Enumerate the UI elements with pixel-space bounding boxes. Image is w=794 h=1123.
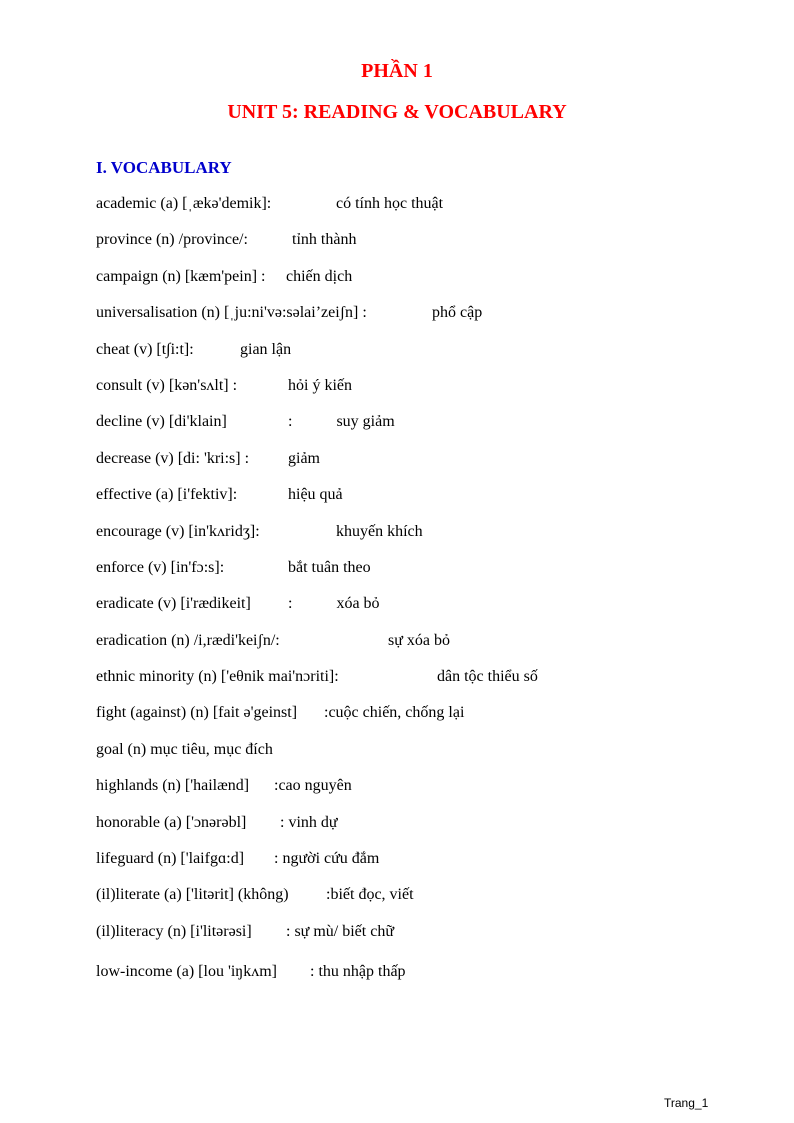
entry-meaning: : vinh dự xyxy=(280,813,338,831)
vocabulary-entry xyxy=(96,484,736,520)
entry-word: enforce (v) [in'fɔ:s]: xyxy=(96,558,225,576)
entry-meaning: : xóa bỏ xyxy=(288,595,380,613)
vocabulary-entry xyxy=(96,193,736,229)
entry-word: province (n) /province/: xyxy=(96,231,248,249)
entry-word: decrease (v) [di: 'kri:s] : xyxy=(96,449,250,467)
entry-word: effective (a) [i'fektiv]: xyxy=(96,486,238,504)
vocabulary-entry xyxy=(96,339,736,375)
entry-word: campaign (n) [kæm'pein] : xyxy=(96,267,266,285)
vocabulary-entry xyxy=(96,848,736,884)
vocabulary-entry xyxy=(96,812,736,848)
entry-word: honorable (a) ['ɔnərəbl] xyxy=(96,813,247,831)
vocabulary-entry xyxy=(96,448,736,484)
vocabulary-entry xyxy=(96,593,736,629)
entry-meaning: khuyến khích xyxy=(336,522,423,540)
entry-word: highlands (n) ['hailænd] xyxy=(96,777,250,795)
vocabulary-entry xyxy=(96,266,736,302)
vocabulary-entry xyxy=(96,229,736,265)
entry-word: low-income (a) [lou 'iŋkʌm] xyxy=(96,963,277,981)
entry-word: eradicate (v) [i'rædikeit] xyxy=(96,595,251,613)
vocabulary-entry xyxy=(96,375,736,411)
entry-meaning: sự xóa bỏ xyxy=(388,631,450,649)
part-title: PHẦN 1 xyxy=(361,60,433,82)
entry-word: universalisation (n) [ˌju:ni'və:səlai’zeiʃn] : xyxy=(96,304,367,322)
vocabulary-entry xyxy=(96,557,736,593)
entry-meaning: chiến dịch xyxy=(286,267,353,285)
entry-word: (il)literacy (n) [i'litərəsi] xyxy=(96,922,252,940)
entry-meaning: có tính học thuật xyxy=(336,195,444,212)
page-number: Trang_1 xyxy=(664,1096,709,1110)
entry-word: eradication (n) /i,rædi'keiʃn/: xyxy=(96,631,280,649)
entry-meaning: gian lận xyxy=(240,340,292,358)
vocabulary-entry xyxy=(96,411,736,447)
entry-word: (il)literate (a) ['litərit] (không) xyxy=(96,886,289,904)
entry-meaning: hỏi ý kiến xyxy=(288,376,352,394)
section-heading-vocabulary: I. VOCABULARY xyxy=(96,158,232,177)
entry-meaning: : thu nhập thấp xyxy=(310,963,406,981)
entry-meaning: :cuộc chiến, chống lại xyxy=(324,704,465,722)
entry-word: lifeguard (n) ['laifgɑ:d] xyxy=(96,850,245,868)
vocabulary-entry xyxy=(96,630,736,666)
entry-meaning: hiệu quả xyxy=(288,486,343,504)
unit-title: UNIT 5: READING & VOCABULARY xyxy=(227,101,567,123)
vocabulary-entry xyxy=(96,961,736,997)
entry-meaning: tỉnh thành xyxy=(292,231,357,249)
entry-meaning: : suy giảm xyxy=(288,413,395,431)
vocabulary-entry xyxy=(96,921,736,957)
vocabulary-entry xyxy=(96,884,736,920)
entry-meaning: : sự mù/ biết chữ xyxy=(286,922,394,940)
entry-meaning: :cao nguyên xyxy=(274,777,352,795)
vocabulary-entry xyxy=(96,521,736,557)
entry-word: cheat (v) [t∫i:t]: xyxy=(96,340,194,358)
entry-word: consult (v) [kən'sʌlt] : xyxy=(96,376,238,394)
vocabulary-entry xyxy=(96,666,736,702)
entry-word: encourage (v) [in'kʌridʒ]: xyxy=(96,522,260,540)
entry-meaning: dân tộc thiểu số xyxy=(437,668,538,686)
entry-meaning: : người cứu đắm xyxy=(274,850,380,868)
vocabulary-entry xyxy=(96,302,736,338)
entry-meaning: bắt tuân theo xyxy=(288,558,371,576)
entry-word: decline (v) [di'klain] xyxy=(96,413,227,431)
entry-word: goal (n) mục tiêu, mục đích xyxy=(96,740,273,758)
vocabulary-entry xyxy=(96,775,736,811)
vocabulary-entry xyxy=(96,702,736,738)
entry-meaning: :biết đọc, viết xyxy=(326,886,414,904)
entry-meaning: phổ cập xyxy=(432,304,483,322)
vocabulary-list xyxy=(96,193,736,998)
entry-word: academic (a) [ˌækə'demik]: xyxy=(96,195,272,212)
entry-word: ethnic minority (n) ['eθnik mai'nɔriti]: xyxy=(96,668,339,686)
entry-meaning: giảm xyxy=(288,449,320,467)
entry-word: fight (against) (n) [fait ə'geinst] xyxy=(96,704,298,722)
vocabulary-entry xyxy=(96,739,736,775)
